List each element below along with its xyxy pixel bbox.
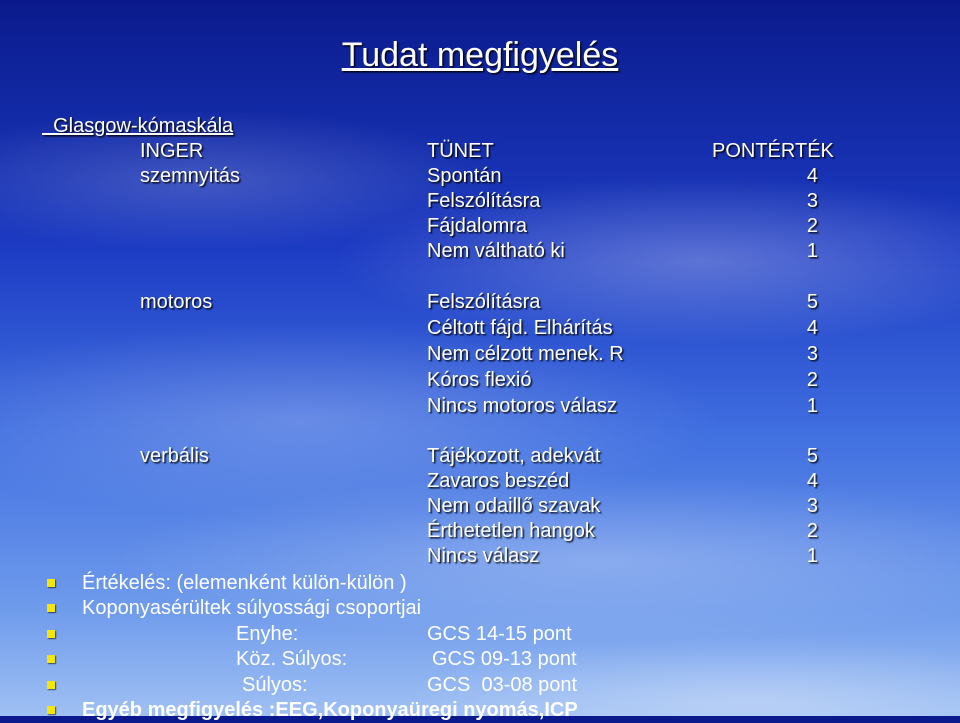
row-tunet: Felszólításra — [427, 291, 541, 313]
severity-severe-value: GCS 03-08 pont — [427, 674, 578, 696]
severity-severe-label: Súlyos: — [242, 674, 308, 696]
bullet-marker — [47, 630, 55, 638]
severity-mild-label: Enyhe: — [236, 623, 299, 645]
row-pont: 5 — [806, 445, 818, 467]
bullet-evaluation: Értékelés: (elemenként külön-külön ) — [82, 572, 407, 594]
row-pont: 4 — [806, 470, 818, 492]
group-name-verbalis: verbális — [140, 445, 209, 467]
other-observation-text: Egyéb megfigyelés :EEG,Koponyaüregi nyomás,ICP — [82, 699, 578, 721]
row-pont: 5 — [806, 291, 818, 313]
row-tunet: Érthetetlen hangok — [427, 520, 595, 542]
row-tunet: Kóros flexió — [427, 369, 532, 391]
row-pont: 4 — [806, 317, 818, 339]
bullet-marker — [47, 681, 55, 689]
bullet-marker — [47, 604, 55, 612]
group-name-szemnyitas: szemnyitás — [140, 165, 241, 187]
row-pont: 3 — [806, 495, 818, 517]
header-pontertek: PONTÉRTÉK — [712, 140, 834, 162]
severity-mild-value: GCS 14-15 pont — [427, 623, 572, 645]
bullet-marker — [47, 706, 55, 714]
row-tunet: Zavaros beszéd — [427, 470, 570, 492]
row-tunet: Nem odaillő szavak — [427, 495, 601, 517]
row-pont: 2 — [806, 369, 818, 391]
severity-moderate-label: Köz. Súlyos: — [236, 648, 348, 670]
bullet-marker — [47, 655, 55, 663]
row-pont: 3 — [806, 190, 818, 212]
row-tunet: Tájékozott, adekvát — [427, 445, 601, 467]
row-pont: 2 — [806, 215, 818, 237]
row-tunet: Nincs válasz — [427, 545, 540, 567]
group-name-motoros: motoros — [140, 291, 213, 313]
row-tunet: Céltott fájd. Elhárítás — [427, 317, 613, 339]
gcs-heading: Glasgow-kómaskála — [42, 115, 234, 137]
slide-title: Tudat megfigyelés — [341, 36, 619, 74]
severity-moderate-value: GCS 09-13 pont — [432, 648, 577, 670]
row-tunet: Fájdalomra — [427, 215, 528, 237]
header-inger: INGER — [140, 140, 204, 162]
row-pont: 4 — [806, 165, 818, 187]
row-tunet: Nincs motoros válasz — [427, 395, 618, 417]
row-tunet: Nem célzott menek. R — [427, 343, 624, 365]
row-pont: 1 — [806, 545, 818, 567]
row-tunet: Felszólításra — [427, 190, 541, 212]
row-pont: 1 — [806, 240, 818, 262]
row-tunet: Nem váltható ki — [427, 240, 565, 262]
header-tunet: TÜNET — [427, 140, 494, 162]
bullet-marker — [47, 579, 55, 587]
bullet-other-observation — [82, 698, 578, 723]
bullet-severity-groups: Koponyasérültek súlyossági csoportjai — [82, 597, 422, 619]
row-tunet: Spontán — [427, 165, 502, 187]
row-pont: 3 — [806, 343, 818, 365]
row-pont: 1 — [806, 395, 818, 417]
row-pont: 2 — [806, 520, 818, 542]
